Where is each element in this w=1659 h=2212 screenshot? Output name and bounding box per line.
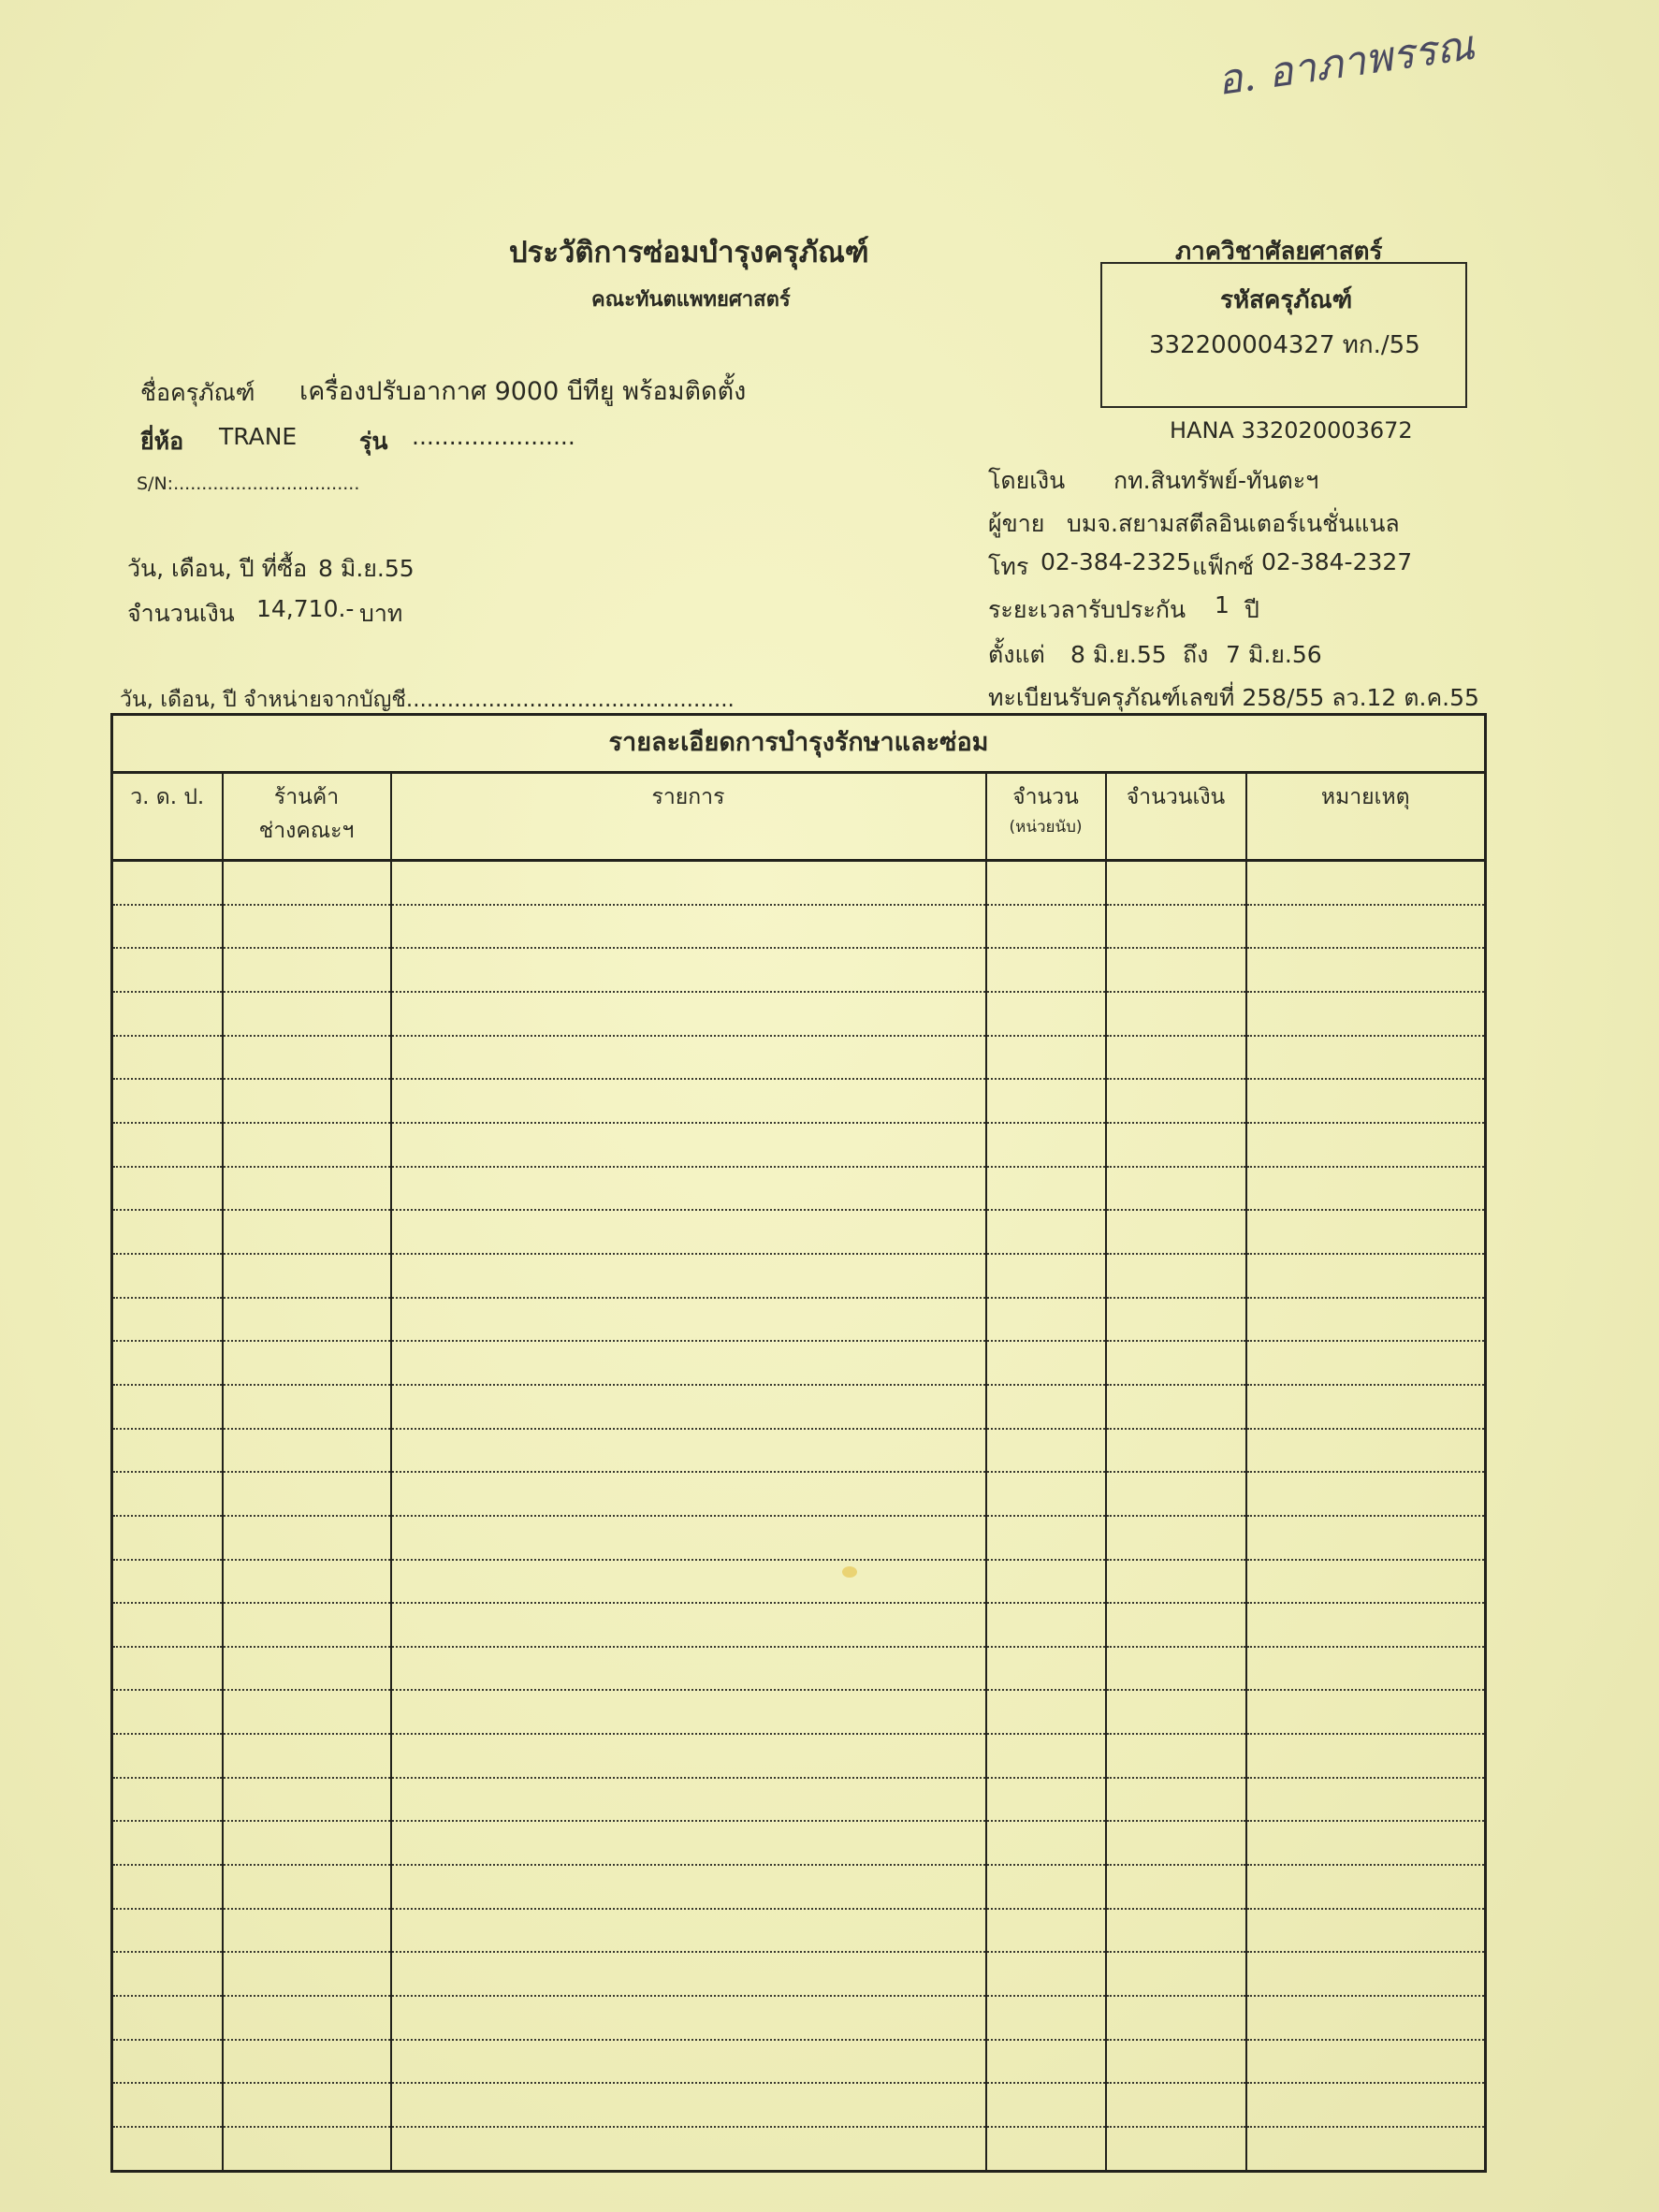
table-row [112, 1341, 1486, 1385]
item-name-label: ชื่อครุภัณฑ์ [140, 379, 255, 406]
table-cell[interactable] [223, 1123, 391, 1167]
table-cell[interactable] [223, 1647, 391, 1691]
table-cell[interactable] [986, 1821, 1106, 1865]
table-row [112, 1996, 1486, 2040]
table-cell[interactable] [1246, 1298, 1486, 1342]
table-cell[interactable] [1246, 1690, 1486, 1734]
table-cell[interactable] [223, 1472, 391, 1516]
table-cell[interactable] [1246, 992, 1486, 1036]
table-cell[interactable] [391, 948, 986, 992]
table-cell[interactable] [986, 1298, 1106, 1342]
table-cell[interactable] [1246, 1341, 1486, 1385]
table-cell[interactable] [1246, 2083, 1486, 2127]
col-date: ว. ด. ป. [112, 773, 223, 861]
table-cell[interactable] [986, 1123, 1106, 1167]
table-cell[interactable] [223, 1734, 391, 1778]
table-cell[interactable] [391, 1254, 986, 1298]
table-cell[interactable] [391, 1734, 986, 1778]
table-cell[interactable] [1246, 1778, 1486, 1822]
table-cell[interactable] [112, 861, 223, 905]
table-cell[interactable] [1246, 1167, 1486, 1211]
table-cell[interactable] [986, 1909, 1106, 1953]
table-cell[interactable] [1246, 1036, 1486, 1080]
seller-value: บมจ.สยามสตีลอินเตอร์เนชั่นแนล [1067, 510, 1400, 537]
table-cell[interactable] [1106, 1036, 1246, 1080]
table-cell[interactable] [112, 1647, 223, 1691]
table-cell[interactable] [1106, 1472, 1246, 1516]
table-cell[interactable] [1106, 2127, 1246, 2171]
table-cell[interactable] [112, 1254, 223, 1298]
table-cell[interactable] [1106, 1123, 1246, 1167]
fax-value: 02-384-2327 [1261, 548, 1413, 575]
table-cell[interactable] [1246, 1821, 1486, 1865]
model-label: รุ่น [359, 428, 388, 455]
table-cell[interactable] [112, 1996, 223, 2040]
warranty-to-value: 7 มิ.ย.56 [1226, 641, 1322, 668]
table-cell[interactable] [986, 1254, 1106, 1298]
phone-label: โทร [988, 553, 1029, 580]
table-cell[interactable] [112, 1385, 223, 1429]
table-cell[interactable] [112, 992, 223, 1036]
maintenance-table [110, 713, 1484, 2173]
table-cell[interactable] [1106, 1909, 1246, 1953]
table-cell[interactable] [1106, 1429, 1246, 1473]
table-cell[interactable] [1106, 861, 1246, 905]
table-cell[interactable] [223, 1778, 391, 1822]
table-row [112, 1647, 1486, 1691]
table-cell[interactable] [223, 1821, 391, 1865]
table-cell[interactable] [986, 1778, 1106, 1822]
amount-value: 14,710.- [256, 595, 355, 622]
table-cell[interactable] [391, 1385, 986, 1429]
department-name: ภาควิชาศัลยศาสตร์ [1175, 238, 1383, 266]
col-shop: ร้านค้า ช่างคณะฯ [223, 773, 391, 861]
purchase-date-value: 8 มิ.ย.55 [318, 555, 415, 582]
col-quantity: จำนวน (หน่วยนับ) [986, 773, 1106, 861]
table-cell[interactable] [1246, 1385, 1486, 1429]
table-cell[interactable] [391, 1996, 986, 2040]
col-amount: จำนวนเงิน [1106, 773, 1246, 861]
table-cell[interactable] [1106, 1341, 1246, 1385]
table-row [112, 1472, 1486, 1516]
funding-value: กท.สินทรัพย์-ทันตะฯ [1113, 467, 1319, 494]
table-cell[interactable] [1246, 1516, 1486, 1560]
table-cell[interactable] [223, 1909, 391, 1953]
serial-number-label: S/N:................................. [137, 473, 360, 494]
table-row [112, 1167, 1486, 1211]
table-row [112, 1385, 1486, 1429]
table-row [112, 1909, 1486, 1953]
col-remarks: หมายเหตุ [1246, 773, 1486, 861]
table-cell[interactable] [391, 2127, 986, 2171]
table-cell[interactable] [1246, 2127, 1486, 2171]
table-row [112, 861, 1486, 905]
code-label: รหัสครุภัณฑ์ [1220, 286, 1353, 314]
table-cell[interactable] [986, 2083, 1106, 2127]
table-cell[interactable] [391, 1210, 986, 1254]
table-cell[interactable] [391, 1690, 986, 1734]
table-cell[interactable] [1106, 1821, 1246, 1865]
table-cell[interactable] [223, 1298, 391, 1342]
table-cell[interactable] [112, 2083, 223, 2127]
table-cell[interactable] [986, 1603, 1106, 1647]
table-cell[interactable] [986, 1952, 1106, 1996]
phone-value: 02-384-2325 [1041, 548, 1192, 575]
table-cell[interactable] [112, 2040, 223, 2084]
table-cell[interactable] [223, 1603, 391, 1647]
table-cell[interactable] [223, 2127, 391, 2171]
col-item: รายการ [391, 773, 986, 861]
table-cell[interactable] [986, 2127, 1106, 2171]
table-cell[interactable] [1246, 1909, 1486, 1953]
brand-value: TRANE [219, 423, 298, 450]
table-cell[interactable] [223, 1690, 391, 1734]
table-cell[interactable] [986, 2040, 1106, 2084]
table-cell[interactable] [986, 1429, 1106, 1473]
table-cell[interactable] [391, 1298, 986, 1342]
table-cell[interactable] [986, 1385, 1106, 1429]
table-cell[interactable] [986, 1167, 1106, 1211]
table-row [112, 1254, 1486, 1298]
table-row [112, 1821, 1486, 1865]
table-cell[interactable] [112, 1560, 223, 1604]
table-cell[interactable] [223, 905, 391, 949]
table-cell[interactable] [986, 861, 1106, 905]
faculty-name: คณะทันตแพทยศาสตร์ [591, 288, 791, 312]
table-cell[interactable] [112, 1036, 223, 1080]
table-cell[interactable] [391, 2083, 986, 2127]
table-cell[interactable] [223, 1865, 391, 1909]
item-name-value: เครื่องปรับอากาศ 9000 บีทียู พร้อมติดตั้ง [299, 377, 747, 406]
table-cell[interactable] [986, 1036, 1106, 1080]
table-cell[interactable] [1246, 861, 1486, 905]
table-row [112, 1036, 1486, 1080]
table-cell[interactable] [986, 1865, 1106, 1909]
table-cell[interactable] [112, 1734, 223, 1778]
table-cell[interactable] [112, 1210, 223, 1254]
table-cell[interactable] [112, 1952, 223, 1996]
warranty-unit: ปี [1244, 596, 1259, 623]
table-cell[interactable] [1246, 905, 1486, 949]
table-cell[interactable] [391, 1647, 986, 1691]
table-cell[interactable] [223, 1254, 391, 1298]
table-cell[interactable] [112, 1516, 223, 1560]
table-cell[interactable] [986, 1079, 1106, 1123]
table-cell[interactable] [112, 948, 223, 992]
warranty-from-label: ตั้งแต่ [988, 641, 1045, 668]
table-cell[interactable] [112, 905, 223, 949]
table-cell[interactable] [986, 1210, 1106, 1254]
table-cell[interactable] [391, 1123, 986, 1167]
amount-unit: บาท [359, 600, 403, 627]
table-row [112, 2040, 1486, 2084]
table-cell[interactable] [391, 1909, 986, 1953]
table-cell[interactable] [1246, 1952, 1486, 1996]
table-cell[interactable] [391, 1472, 986, 1516]
table-cell[interactable] [223, 2083, 391, 2127]
table-cell[interactable] [1246, 1254, 1486, 1298]
table-cell[interactable] [223, 861, 391, 905]
table-row [112, 1690, 1486, 1734]
table-cell[interactable] [1106, 1079, 1246, 1123]
table-cell[interactable] [1106, 1167, 1246, 1211]
handwritten-note: อ. อาภาพรรณ [1214, 22, 1477, 105]
table-cell[interactable] [986, 1996, 1106, 2040]
table-cell[interactable] [391, 1079, 986, 1123]
registration-number: ทะเบียนรับครุภัณฑ์เลขที่ 258/55 ลว.12 ต.ค.55 [988, 684, 1479, 711]
warranty-to-label: ถึง [1183, 641, 1209, 668]
table-cell[interactable] [223, 1516, 391, 1560]
table-cell[interactable] [1246, 1210, 1486, 1254]
table-cell[interactable] [391, 992, 986, 1036]
table-row [112, 1429, 1486, 1473]
table-cell[interactable] [391, 1560, 986, 1604]
table-cell[interactable] [112, 1778, 223, 1822]
table-cell[interactable] [1246, 1123, 1486, 1167]
table-cell[interactable] [1106, 2040, 1246, 2084]
table-cell[interactable] [223, 1952, 391, 1996]
table-cell[interactable] [1106, 1560, 1246, 1604]
table-row [112, 2127, 1486, 2171]
table-cell[interactable] [1106, 948, 1246, 992]
table-cell[interactable] [1106, 2083, 1246, 2127]
table-cell[interactable] [1106, 1734, 1246, 1778]
table-cell[interactable] [1246, 1472, 1486, 1516]
table-cell[interactable] [112, 1298, 223, 1342]
table-cell[interactable] [1106, 1647, 1246, 1691]
table-cell[interactable] [391, 1516, 986, 1560]
table-cell[interactable] [223, 1341, 391, 1385]
table-cell[interactable] [391, 1167, 986, 1211]
table-cell[interactable] [1246, 948, 1486, 992]
table-cell[interactable] [1106, 1210, 1246, 1254]
table-cell[interactable] [1246, 1603, 1486, 1647]
purchase-date-label: วัน, เดือน, ปี ที่ซื้อ [127, 555, 308, 582]
table-cell[interactable] [391, 1429, 986, 1473]
table-cell[interactable] [986, 1341, 1106, 1385]
warranty-from-value: 8 มิ.ย.55 [1070, 641, 1167, 668]
table-cell[interactable] [391, 905, 986, 949]
table-row [112, 1603, 1486, 1647]
table-row [112, 1079, 1486, 1123]
table-cell[interactable] [1246, 1079, 1486, 1123]
table-row [112, 2083, 1486, 2127]
paper-stain [842, 1566, 857, 1578]
table-cell[interactable] [112, 2127, 223, 2171]
table-row [112, 1778, 1486, 1822]
table-cell[interactable] [112, 1123, 223, 1167]
table-cell[interactable] [112, 1341, 223, 1385]
table-cell[interactable] [112, 1865, 223, 1909]
table-cell[interactable] [223, 1167, 391, 1211]
table-cell[interactable] [223, 1560, 391, 1604]
table-row [112, 1123, 1486, 1167]
table-cell[interactable] [1106, 905, 1246, 949]
table-cell[interactable] [391, 1036, 986, 1080]
table-cell[interactable] [1106, 1690, 1246, 1734]
warranty-label: ระยะเวลารับประกัน [988, 596, 1186, 623]
table-cell[interactable] [1246, 1865, 1486, 1909]
table-row [112, 1210, 1486, 1254]
table-row [112, 1734, 1486, 1778]
table-cell[interactable] [223, 1996, 391, 2040]
table-cell[interactable] [986, 992, 1106, 1036]
table-cell[interactable] [391, 861, 986, 905]
table-cell[interactable] [1106, 1778, 1246, 1822]
table-cell[interactable] [112, 1079, 223, 1123]
table-cell[interactable] [986, 1560, 1106, 1604]
table-row [112, 992, 1486, 1036]
table-cell[interactable] [391, 1603, 986, 1647]
table-cell[interactable] [1246, 1734, 1486, 1778]
table-cell[interactable] [1106, 1385, 1246, 1429]
table-cell[interactable] [1106, 1952, 1246, 1996]
table-caption: รายละเอียดการบำรุงรักษาและซ่อม [112, 715, 1486, 773]
warranty-value: 1 [1215, 591, 1230, 618]
table-cell[interactable] [986, 1647, 1106, 1691]
table-cell[interactable] [223, 1079, 391, 1123]
table-cell[interactable] [986, 948, 1106, 992]
table-cell[interactable] [223, 948, 391, 992]
brand-label: ยี่ห้อ [140, 428, 184, 455]
table-cell[interactable] [391, 1778, 986, 1822]
table-cell[interactable] [112, 1603, 223, 1647]
table-cell[interactable] [1106, 1254, 1246, 1298]
hana-number: HANA 332020003672 [1170, 417, 1413, 444]
table-cell[interactable] [986, 905, 1106, 949]
amount-label: จำนวนเงิน [127, 600, 235, 627]
table-cell[interactable] [391, 1341, 986, 1385]
table-cell[interactable] [223, 1210, 391, 1254]
table-cell[interactable] [986, 1734, 1106, 1778]
table-cell[interactable] [112, 1472, 223, 1516]
form-title: ประวัติการซ่อมบำรุงครุภัณฑ์ [509, 236, 869, 269]
table-cell[interactable] [1106, 1298, 1246, 1342]
disposal-date-label: วัน, เดือน, ปี จำหน่ายจากบัญชี................................................ [120, 688, 735, 712]
table-cell[interactable] [112, 1690, 223, 1734]
table-cell[interactable] [391, 2040, 986, 2084]
table-row [112, 1952, 1486, 1996]
table-row [112, 1560, 1486, 1604]
table-cell[interactable] [1246, 1429, 1486, 1473]
table-row [112, 948, 1486, 992]
table-cell[interactable] [986, 1516, 1106, 1560]
table-cell[interactable] [1246, 2040, 1486, 2084]
table-cell[interactable] [1106, 1603, 1246, 1647]
table-cell[interactable] [223, 1385, 391, 1429]
table-cell[interactable] [112, 1821, 223, 1865]
table-cell[interactable] [1246, 1647, 1486, 1691]
table-cell[interactable] [1106, 1865, 1246, 1909]
table-cell[interactable] [986, 1690, 1106, 1734]
model-dots: ...................... [412, 423, 575, 450]
table-cell[interactable] [1246, 1996, 1486, 2040]
table-cell[interactable] [112, 1909, 223, 1953]
table-cell[interactable] [112, 1167, 223, 1211]
table-cell[interactable] [1106, 1516, 1246, 1560]
table-cell[interactable] [223, 2040, 391, 2084]
fax-label: แฟ็กซ์ [1192, 553, 1254, 580]
table-cell[interactable] [391, 1821, 986, 1865]
table-cell[interactable] [223, 992, 391, 1036]
table-cell[interactable] [223, 1429, 391, 1473]
table-cell[interactable] [223, 1036, 391, 1080]
table-row [112, 905, 1486, 949]
table-cell[interactable] [986, 1472, 1106, 1516]
table-cell[interactable] [1106, 1996, 1246, 2040]
table-row [112, 1298, 1486, 1342]
table-cell[interactable] [1246, 1560, 1486, 1604]
seller-label: ผู้ขาย [988, 510, 1045, 537]
table-row [112, 1516, 1486, 1560]
table-cell[interactable] [391, 1952, 986, 1996]
table-cell[interactable] [1106, 992, 1246, 1036]
table-cell[interactable] [112, 1429, 223, 1473]
table-cell[interactable] [391, 1865, 986, 1909]
funding-label: โดยเงิน [988, 467, 1066, 494]
table-row [112, 1865, 1486, 1909]
code-value: 332200004327 ทก./55 [1149, 331, 1420, 359]
